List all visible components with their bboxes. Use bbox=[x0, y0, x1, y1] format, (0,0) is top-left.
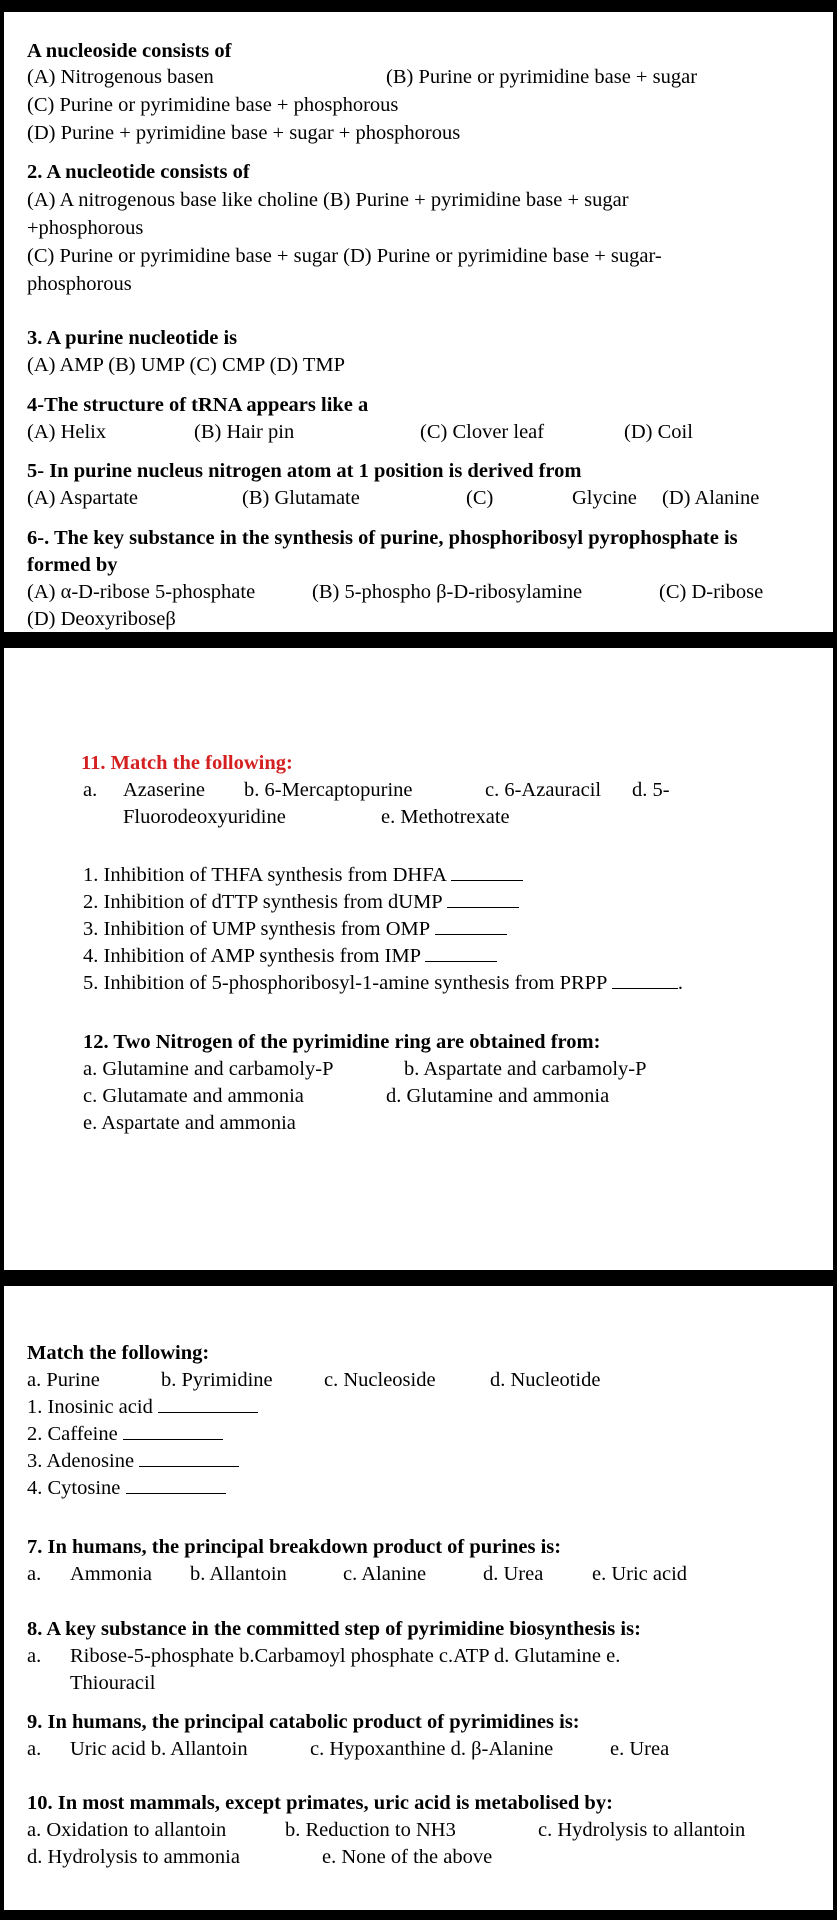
q11-option-d: d. 5- bbox=[632, 779, 670, 801]
q7-question: 7. In humans, the principal breakdown product of purines is: bbox=[27, 1536, 562, 1558]
match-item-3-text: 3. Adenosine bbox=[27, 1450, 135, 1472]
q8-options-line-2: Thiouracil bbox=[70, 1672, 156, 1694]
q10-option-b: b. Reduction to NH3 bbox=[285, 1819, 456, 1841]
q5-option-c: (C) bbox=[466, 487, 494, 509]
q5-option-d: (D) Alanine bbox=[662, 487, 760, 509]
match-item-4 bbox=[27, 1475, 226, 1501]
q11-option-c: c. 6-Azauracil bbox=[485, 779, 602, 801]
q12-option-a: a. Glutamine and carbamoly-P bbox=[83, 1058, 334, 1080]
q11-item-5 bbox=[83, 970, 683, 996]
q11-item-1 bbox=[83, 862, 523, 888]
question-panel-3 bbox=[4, 1286, 833, 1910]
q10-question: 10. In most mammals, except primates, uric acid is metabolised by: bbox=[27, 1792, 613, 1814]
answer-blank[interactable] bbox=[612, 970, 678, 989]
q5-option-b: (B) Glutamate bbox=[242, 487, 360, 509]
q10-option-a: a. Oxidation to allantoin bbox=[27, 1819, 227, 1841]
match-item-2 bbox=[27, 1421, 223, 1447]
question-panel-2 bbox=[4, 648, 833, 1270]
q6-question-line-2: formed by bbox=[27, 554, 118, 576]
q1-question: A nucleoside consists of bbox=[27, 40, 232, 62]
q5-option-a: (A) Aspartate bbox=[27, 487, 138, 509]
q2-question: 2. A nucleotide consists of bbox=[27, 161, 250, 183]
match-option-b: b. Pyrimidine bbox=[161, 1369, 273, 1391]
q7-option-b: b. Allantoin bbox=[190, 1563, 287, 1585]
q6-option-c: (C) D-ribose bbox=[659, 581, 764, 603]
q11-item-1-text: 1. Inhibition of THFA synthesis from DHFA bbox=[83, 864, 446, 886]
q3-options: (A) AMP (B) UMP (C) CMP (D) TMP bbox=[27, 354, 345, 376]
q11-item-4 bbox=[83, 943, 497, 969]
q2-line-1: (A) A nitrogenous base like choline (B) Purine + pyrimidine base + sugar bbox=[27, 189, 629, 211]
q11-item-5-text: 5. Inhibition of 5-phosphoribosyl-1-amine synthesis from PRPP bbox=[83, 972, 607, 994]
q1-option-a: (A) Nitrogenous basen bbox=[27, 66, 214, 88]
q11-item-4-text: 4. Inhibition of AMP synthesis from IMP bbox=[83, 945, 421, 967]
q7-option-a: Ammonia bbox=[70, 1563, 152, 1585]
q4-option-b: (B) Hair pin bbox=[194, 421, 295, 443]
q11-item-2-text: 2. Inhibition of dTTP synthesis from dUMP bbox=[83, 891, 442, 913]
q11-item-2 bbox=[83, 889, 519, 915]
q6-option-d: (D) Deoxyriboseβ bbox=[27, 608, 176, 630]
q12-option-d: d. Glutamine and ammonia bbox=[386, 1085, 610, 1107]
q9-option-e: e. Urea bbox=[610, 1738, 670, 1760]
q9-question: 9. In humans, the principal catabolic product of pyrimidines is: bbox=[27, 1711, 580, 1733]
answer-blank[interactable] bbox=[451, 862, 523, 881]
q10-option-d: d. Hydrolysis to ammonia bbox=[27, 1846, 240, 1868]
q12-question: 12. Two Nitrogen of the pyrimidine ring are obtained from: bbox=[83, 1031, 601, 1053]
match-item-3 bbox=[27, 1448, 239, 1474]
q7-option-c: c. Alanine bbox=[343, 1563, 427, 1585]
answer-blank[interactable] bbox=[139, 1448, 239, 1467]
q3-question: 3. A purine nucleotide is bbox=[27, 327, 238, 349]
q9-marker: a. bbox=[27, 1738, 42, 1760]
q9-options-cd: c. Hypoxanthine d. β-Alanine bbox=[310, 1738, 554, 1760]
match-item-1-text: 1. Inosinic acid bbox=[27, 1396, 153, 1418]
q1-option-d: (D) Purine + pyrimidine base + sugar + phosphorous bbox=[27, 122, 461, 144]
q6-option-a: (A) α-D-ribose 5-phosphate bbox=[27, 581, 256, 603]
q6-question-line-1: 6-. The key substance in the synthesis of purine, phosphoribosyl pyrophosphate is bbox=[27, 527, 738, 549]
answer-blank[interactable] bbox=[158, 1394, 258, 1413]
q7-option-e: e. Uric acid bbox=[592, 1563, 688, 1585]
answer-blank[interactable] bbox=[126, 1475, 226, 1494]
q7-marker: a. bbox=[27, 1563, 42, 1585]
match-title: Match the following: bbox=[27, 1342, 210, 1364]
answer-blank[interactable] bbox=[447, 889, 519, 908]
q9-options-ab: Uric acid b. Allantoin bbox=[70, 1738, 248, 1760]
question-panel-1 bbox=[4, 12, 833, 632]
q11-title: 11. Match the following: bbox=[81, 752, 293, 774]
q11-option-d-cont: Fluorodeoxyuridine bbox=[123, 806, 286, 828]
answer-blank[interactable] bbox=[435, 916, 507, 935]
q8-options-line-1: Ribose-5-phosphate b.Carbamoyl phosphate c.ATP d. Glutamine e. bbox=[70, 1645, 621, 1667]
q12-option-e: e. Aspartate and ammonia bbox=[83, 1112, 296, 1134]
q11-option-a: Azaserine bbox=[123, 779, 205, 801]
q4-option-c: (C) Clover leaf bbox=[420, 421, 545, 443]
q11-marker: a. bbox=[83, 779, 98, 801]
q10-option-e: e. None of the above bbox=[322, 1846, 493, 1868]
q11-item-3 bbox=[83, 916, 507, 942]
q1-option-b: (B) Purine or pyrimidine base + sugar bbox=[386, 66, 698, 88]
q10-option-c: c. Hydrolysis to allantoin bbox=[538, 1819, 746, 1841]
q11-option-e: e. Methotrexate bbox=[381, 806, 510, 828]
q4-option-d: (D) Coil bbox=[624, 421, 693, 443]
q12-option-c: c. Glutamate and ammonia bbox=[83, 1085, 304, 1107]
q6-option-b: (B) 5-phospho β-D-ribosylamine bbox=[312, 581, 583, 603]
q12-option-b: b. Aspartate and carbamoly-P bbox=[404, 1058, 647, 1080]
q5-question: 5- In purine nucleus nitrogen atom at 1 position is derived from bbox=[27, 460, 582, 482]
q8-question: 8. A key substance in the committed step of pyrimidine biosynthesis is: bbox=[27, 1618, 641, 1640]
q2-line-2: +phosphorous bbox=[27, 217, 144, 239]
q7-option-d: d. Urea bbox=[483, 1563, 544, 1585]
q5-option-c-text: Glycine bbox=[572, 487, 637, 509]
answer-blank[interactable] bbox=[123, 1421, 223, 1440]
q4-option-a: (A) Helix bbox=[27, 421, 107, 443]
q2-line-3: (C) Purine or pyrimidine base + sugar (D) Purine or pyrimidine base + sugar- bbox=[27, 245, 662, 267]
answer-blank[interactable] bbox=[425, 943, 497, 962]
match-item-1 bbox=[27, 1394, 258, 1420]
q11-option-b: b. 6-Mercaptopurine bbox=[244, 779, 413, 801]
q11-item-3-text: 3. Inhibition of UMP synthesis from OMP bbox=[83, 918, 430, 940]
q2-line-4: phosphorous bbox=[27, 273, 132, 295]
match-item-2-text: 2. Caffeine bbox=[27, 1423, 118, 1445]
q4-question: 4-The structure of tRNA appears like a bbox=[27, 394, 369, 416]
q11-end-period: . bbox=[677, 972, 683, 994]
match-option-d: d. Nucleotide bbox=[490, 1369, 601, 1391]
q8-marker: a. bbox=[27, 1645, 42, 1667]
match-option-a: a. Purine bbox=[27, 1369, 100, 1391]
q1-option-c: (C) Purine or pyrimidine base + phosphorous bbox=[27, 94, 399, 116]
match-item-4-text: 4. Cytosine bbox=[27, 1477, 121, 1499]
match-option-c: c. Nucleoside bbox=[324, 1369, 436, 1391]
